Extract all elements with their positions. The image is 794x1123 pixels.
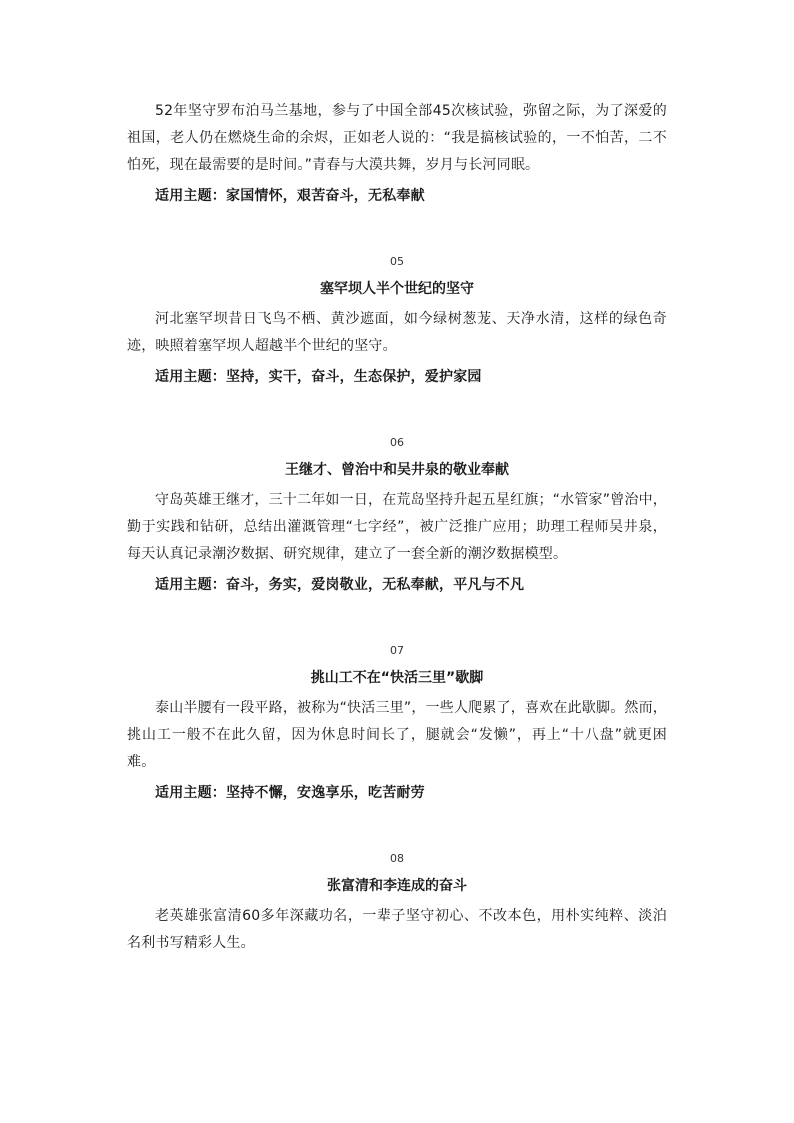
section-theme: 适用主题：奋斗，务实，爱岗敬业，无私奉献，平凡与不凡 bbox=[155, 577, 525, 593]
section-number: 08 bbox=[390, 852, 404, 865]
section-spacer bbox=[127, 807, 667, 849]
page-content bbox=[127, 98, 667, 957]
section-paragraph: 守岛英雄王继才，三十二年如一日，在荒岛坚持升起五星红旗；“水管家”曾治中，勤于实践和钻研，总结出灌溉管理“七字经”，被广泛推广应用；助理工程师吴井泉，每天认真记录潮汐数据、研究规律，建立了一套全新的潮汐数据模型。 bbox=[127, 492, 667, 562]
section-title: 塞罕坝人半个世纪的坚守 bbox=[320, 281, 474, 297]
section-spacer bbox=[127, 210, 667, 252]
section-spacer bbox=[127, 391, 667, 433]
section-spacer bbox=[127, 599, 667, 641]
section-number: 06 bbox=[390, 436, 404, 449]
section-number: 05 bbox=[390, 255, 404, 268]
section-theme: 适用主题：坚持，实干，奋斗，生态保护，爱护家园 bbox=[155, 369, 482, 385]
section-paragraph: 52年坚守罗布泊马兰基地，参与了中国全部45次核试验，弥留之际，为了深爱的祖国，老人仍在燃烧生命的余烬，正如老人说的：“我是搞核试验的，一不怕苦，二不怕死，现在最需要的是时间。”青春与大漠共舞，岁月与长河同眠。 bbox=[127, 103, 667, 173]
section-paragraph: 泰山半腰有一段平路，被称为“快活三里”，一些人爬累了，喜欢在此歇脚。然而，挑山工一般不在此久留，因为休息时间长了，腿就会“发懒”，再上“十八盘”就更困难。 bbox=[127, 700, 667, 770]
section-title: 张富清和李连成的奋斗 bbox=[327, 878, 467, 894]
section-title: 王继才、曾治中和吴井泉的敬业奉献 bbox=[285, 462, 509, 478]
section-paragraph: 河北塞罕坝昔日飞鸟不栖、黄沙遮面，如今绿树葱茏、天净水清，这样的绿色奇迹，映照着塞罕坝人超越半个世纪的坚守。 bbox=[127, 311, 667, 354]
section-paragraph: 老英雄张富清60多年深藏功名，一辈子坚守初心、不改本色，用朴实纯粹、淡泊名利书写精彩人生。 bbox=[127, 908, 667, 951]
section-theme: 适用主题：坚持不懈，安逸享乐，吃苦耐劳 bbox=[155, 785, 425, 801]
section-number: 07 bbox=[390, 644, 404, 657]
section-theme: 适用主题：家国情怀，艰苦奋斗，无私奉献 bbox=[155, 188, 425, 204]
section-title: 挑山工不在“快活三里”歇脚 bbox=[310, 670, 484, 686]
